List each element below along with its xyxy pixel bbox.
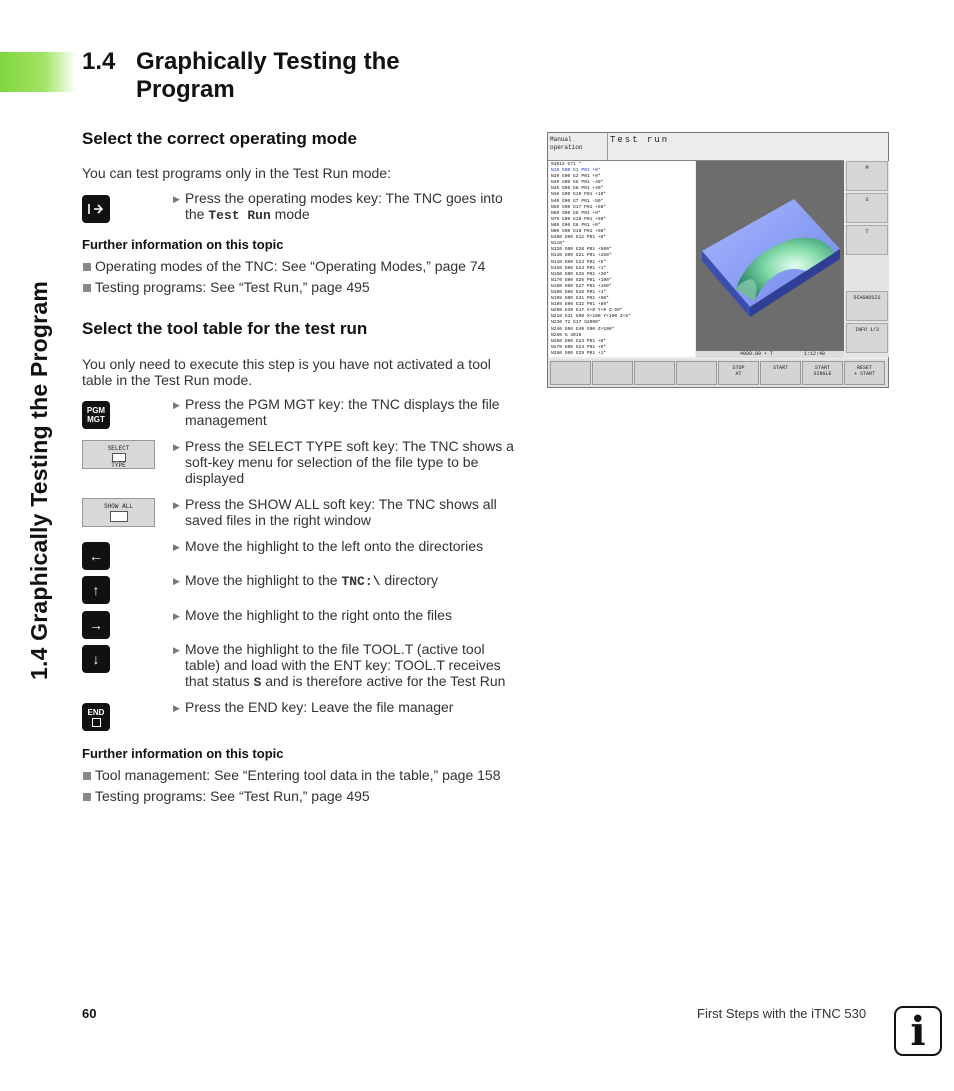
- files-icon: [110, 511, 128, 522]
- program-line: N198 G00 G32 P01 +80*: [551, 302, 609, 308]
- further-info-item: Testing programs: See “Test Run,” page 495: [82, 788, 370, 804]
- step-move-up: ▶ Move the highlight to the TNC:\ directory: [173, 572, 523, 590]
- section1-intro: You can test programs only in the Test Run mode:: [82, 165, 391, 181]
- program-line: N60 G00 G8 P01 +0*: [551, 210, 601, 216]
- side-chapter-title-text: 1.4 Graphically Testing the Program: [26, 281, 52, 680]
- program-listing: [549, 161, 695, 357]
- program-line: N100 G00 G12 P01 +0*: [551, 235, 607, 241]
- step-operating-mode: ▶ Press the operating modes key: The TNC goes into the Test Run mode: [173, 190, 523, 224]
- title-line-1: Graphically Testing the: [136, 48, 400, 75]
- program-line: N50 G00 G17 P01 +50*: [551, 204, 607, 210]
- program-line: N150 G00 G24 P01 +1*: [551, 265, 607, 271]
- program-line: N260 G00 G23 P01 +0*: [551, 338, 607, 344]
- further-info-heading-2: Further information on this topic: [82, 746, 284, 761]
- step-pgm-mgt: ▶ Press the PGM MGT key: the TNC displays the file management: [173, 396, 523, 428]
- arrow-left-icon: ←: [89, 548, 103, 564]
- program-line: N195 G00 G31 P01 +50*: [551, 296, 609, 302]
- bottom-softkey-bar: [548, 359, 888, 387]
- arrow-up-key: [82, 576, 110, 604]
- program-line: N200 G30 G17 X+0 Y+0 Z-50*: [551, 308, 623, 314]
- softkey-diagnosis[interactable]: DIAGNOSIS: [846, 291, 888, 321]
- pgm-mgt-key: PGM MGT: [82, 401, 110, 429]
- program-line: N36 G00 G10 P01 +10*: [551, 192, 607, 198]
- further-info-item: Tool management: See “Entering tool data in the table,” page 158: [82, 767, 501, 783]
- arrow-right-key: [82, 611, 110, 639]
- program-line: N170 G00 G26 P01 +100*: [551, 277, 612, 283]
- footer-title: First Steps with the iTNC 530: [697, 1006, 867, 1021]
- arrow-right-icon: →: [89, 617, 103, 633]
- section2-intro: You only need to execute this step is you have not activated a tool table in the Test Run mode.: [82, 356, 491, 388]
- program-line: N140 G00 G23 P01 +5*: [551, 259, 607, 265]
- show-all-softkey: SHOW ALL: [82, 498, 155, 527]
- page-title: [82, 48, 400, 104]
- program-line: N20 G00 G2 P01 +0*: [551, 174, 601, 180]
- select-type-softkey: SELECT TYPE: [82, 440, 155, 469]
- program-line: N280 G00 G29 P01 +1*: [551, 350, 607, 356]
- program-line: N190 G00 G28 P01 +4*: [551, 289, 607, 295]
- program-line: N180 G00 G27 P01 +150*: [551, 283, 612, 289]
- program-line: N160 G00 G25 P01 +20*: [551, 271, 609, 277]
- side-chapter-title: [18, 44, 68, 684]
- bottom-softkey[interactable]: STOP AT: [718, 361, 759, 385]
- end-square-icon: [92, 718, 101, 727]
- softkey-s[interactable]: S: [846, 193, 888, 223]
- program-line: N70 G00 G10 P01 +50*: [551, 216, 607, 222]
- program-line: N80 G00 G8 P01 +0*: [551, 222, 601, 228]
- program-line: N40 G00 G7 P01 -50*: [551, 198, 604, 204]
- bottom-softkey[interactable]: RESET + START: [844, 361, 885, 385]
- section-number: 1.4: [82, 48, 116, 75]
- arrow-down-icon: ↓: [92, 651, 100, 667]
- bottom-softkey[interactable]: [550, 361, 591, 385]
- status-time: 1:12:48: [804, 351, 826, 357]
- bottom-softkey[interactable]: [634, 361, 675, 385]
- info-icon: i: [894, 1006, 942, 1056]
- bottom-softkey[interactable]: [592, 361, 633, 385]
- section-heading-operating-mode: Select the correct operating mode: [82, 129, 357, 148]
- mode-title: Test run: [610, 135, 670, 145]
- title-line-2: Program: [136, 76, 235, 103]
- program-line: N130 G00 G21 P01 +250*: [551, 253, 612, 259]
- program-line: N270 G00 G24 P01 +0*: [551, 344, 607, 350]
- side-softkey-bar: [845, 161, 889, 357]
- page-number: 60: [82, 1006, 97, 1021]
- status-value: 4000.00 • T: [740, 351, 774, 357]
- step-move-right: ▶ Move the highlight to the right onto the files: [173, 607, 523, 623]
- bottom-softkey[interactable]: [676, 361, 717, 385]
- end-key: END: [82, 703, 110, 731]
- further-info-item: Testing programs: See “Test Run,” page 495: [82, 279, 370, 295]
- bottom-softkey[interactable]: START SINGLE: [802, 361, 843, 385]
- enter-mode-icon: [87, 200, 105, 218]
- step-move-left: ▶ Move the highlight to the left onto the directories: [173, 538, 523, 554]
- program-line: N230 T2 G17 S2000*: [551, 320, 601, 326]
- workpiece-graphic: [696, 161, 844, 351]
- program-line: N10 G00 G1 P01 +0*: [551, 168, 601, 174]
- tnc-screenshot: [547, 132, 889, 388]
- step-select-file: ▶ Move the highlight to the file TOOL.T (active tool table) and load with the ENT key: TOOL.T receives that status S and is therefore active for the Test Run: [173, 641, 523, 691]
- arrow-up-icon: ↑: [92, 582, 100, 598]
- softkey-t[interactable]: T: [846, 225, 888, 255]
- program-line: N90 G00 G10 P01 +50*: [551, 229, 607, 235]
- arrow-left-key: [82, 542, 110, 570]
- program-line: N35 G00 G8 P01 +40*: [551, 186, 604, 192]
- program-line: N250 % 3016: [551, 332, 582, 338]
- program-line: N210 G31 G90 X+100 Y+100 Z+5*: [551, 314, 631, 320]
- further-info-item: Operating modes of the TNC: See “Operating Modes,” page 74: [82, 258, 485, 274]
- step-end: ▶ Press the END key: Leave the file manager: [173, 699, 523, 715]
- graphics-view: [696, 161, 844, 351]
- program-line: N240 G00 G40 G90 Z+100*: [551, 326, 615, 332]
- program-line: N110*: [551, 241, 565, 247]
- status-bar: [696, 351, 844, 358]
- softkey-m[interactable]: M: [846, 161, 888, 191]
- softkey-info[interactable]: INFO 1/3: [846, 323, 888, 353]
- program-line: N120 G00 G20 P01 +500*: [551, 247, 612, 253]
- program-line: N30 G00 G5 P01 -40*: [551, 180, 604, 186]
- further-info-heading-1: Further information on this topic: [82, 237, 284, 252]
- operating-mode-key: [82, 195, 110, 223]
- arrow-down-key: [82, 645, 110, 673]
- program-line: %3015 G71 *: [551, 162, 582, 167]
- mode-label: Manual operation: [548, 133, 608, 160]
- bottom-softkey[interactable]: START: [760, 361, 801, 385]
- step-show-all: ▶ Press the SHOW ALL soft key: The TNC shows all saved files in the right window: [173, 496, 523, 528]
- file-type-icon: [112, 453, 126, 462]
- section-heading-tool-table: Select the tool table for the test run: [82, 319, 368, 338]
- step-select-type: ▶ Press the SELECT TYPE soft key: The TNC shows a soft-key menu for selection of the file type to be displayed: [173, 438, 523, 486]
